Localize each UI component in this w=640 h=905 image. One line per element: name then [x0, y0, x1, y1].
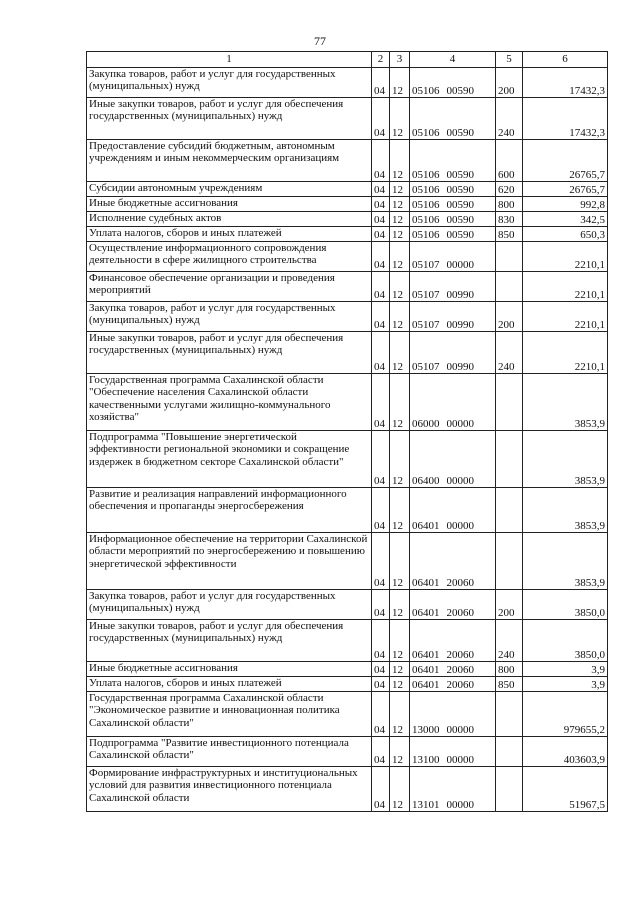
row-amount: 51967,5 [523, 767, 608, 812]
target-code-direction: 00000 [446, 519, 474, 532]
row-section: 04 [372, 533, 390, 590]
table-row [87, 488, 608, 533]
row-name: Подпрограмма "Развитие инвестиционного потенциала Сахалинской области" [87, 737, 372, 767]
header-cell: 1 [87, 52, 372, 68]
table-row [87, 272, 608, 302]
row-expense-type: 240 [496, 620, 523, 662]
row-amount: 2210,1 [523, 272, 608, 302]
target-code-direction: 00000 [446, 417, 474, 430]
row-section: 04 [372, 140, 390, 182]
row-target-code [410, 374, 496, 431]
row-section: 04 [372, 68, 390, 98]
row-subsection: 12 [390, 620, 410, 662]
row-target-code [410, 302, 496, 332]
row-subsection: 12 [390, 374, 410, 431]
target-code-direction: 00000 [446, 753, 474, 766]
row-target-code [410, 620, 496, 662]
row-section: 04 [372, 767, 390, 812]
target-code-program: 05107 [412, 360, 440, 373]
row-subsection: 12 [390, 590, 410, 620]
table-row [87, 140, 608, 182]
row-target-code [410, 197, 496, 212]
row-target-code [410, 98, 496, 140]
row-target-code [410, 227, 496, 242]
row-amount: 979655,2 [523, 692, 608, 737]
row-subsection: 12 [390, 677, 410, 692]
row-target-code [410, 662, 496, 677]
row-section: 04 [372, 242, 390, 272]
target-code-program: 06400 [412, 474, 440, 487]
target-code-program: 06401 [412, 519, 440, 532]
row-expense-type [496, 488, 523, 533]
target-code-program: 05106 [412, 183, 440, 196]
target-code-program: 05106 [412, 126, 440, 139]
row-expense-type: 850 [496, 677, 523, 692]
target-code-direction: 00990 [446, 288, 474, 301]
row-subsection: 12 [390, 662, 410, 677]
target-code-direction: 20060 [446, 606, 474, 619]
target-code-direction: 20060 [446, 678, 474, 691]
row-subsection: 12 [390, 227, 410, 242]
row-expense-type [496, 692, 523, 737]
target-code-direction: 00000 [446, 723, 474, 736]
target-code-program: 05107 [412, 288, 440, 301]
row-section: 04 [372, 272, 390, 302]
row-amount: 650,3 [523, 227, 608, 242]
row-expense-type: 620 [496, 182, 523, 197]
row-subsection: 12 [390, 332, 410, 374]
header-row [87, 52, 608, 68]
table-row [87, 767, 608, 812]
row-target-code [410, 272, 496, 302]
header-cell: 4 [410, 52, 496, 68]
row-target-code [410, 182, 496, 197]
target-code-direction: 00990 [446, 360, 474, 373]
target-code-direction: 00590 [446, 213, 474, 226]
table-row [87, 242, 608, 272]
target-code-direction: 20060 [446, 576, 474, 589]
row-section: 04 [372, 98, 390, 140]
row-amount: 2210,1 [523, 332, 608, 374]
row-name: Развитие и реализация направлений информационного обеспечения и пропаганды энергосбережения [87, 488, 372, 533]
row-subsection: 12 [390, 182, 410, 197]
row-section: 04 [372, 227, 390, 242]
row-name: Иные закупки товаров, работ и услуг для обеспечения государственных (муниципальных) нужд [87, 332, 372, 374]
row-target-code [410, 212, 496, 227]
row-amount: 26765,7 [523, 140, 608, 182]
row-expense-type: 800 [496, 662, 523, 677]
row-target-code [410, 140, 496, 182]
row-amount: 3,9 [523, 662, 608, 677]
row-amount: 3853,9 [523, 431, 608, 488]
row-expense-type: 200 [496, 302, 523, 332]
table-row [87, 302, 608, 332]
table-row [87, 98, 608, 140]
row-target-code [410, 431, 496, 488]
header-cell: 2 [372, 52, 390, 68]
row-amount: 17432,3 [523, 68, 608, 98]
row-section: 04 [372, 677, 390, 692]
target-code-direction: 00590 [446, 84, 474, 97]
row-section: 04 [372, 620, 390, 662]
row-name: Уплата налогов, сборов и иных платежей [87, 677, 372, 692]
row-amount: 3850,0 [523, 620, 608, 662]
target-code-program: 06000 [412, 417, 440, 430]
table-row [87, 197, 608, 212]
table-row [87, 677, 608, 692]
row-section: 04 [372, 662, 390, 677]
target-code-direction: 00590 [446, 198, 474, 211]
target-code-direction: 00590 [446, 168, 474, 181]
table-row [87, 590, 608, 620]
target-code-program: 13000 [412, 723, 440, 736]
row-expense-type [496, 272, 523, 302]
row-section: 04 [372, 182, 390, 197]
row-amount: 2210,1 [523, 242, 608, 272]
target-code-direction: 20060 [446, 663, 474, 676]
row-target-code [410, 677, 496, 692]
table-row [87, 227, 608, 242]
row-section: 04 [372, 488, 390, 533]
row-target-code [410, 692, 496, 737]
table-row [87, 182, 608, 197]
row-subsection: 12 [390, 533, 410, 590]
row-section: 04 [372, 332, 390, 374]
row-expense-type [496, 767, 523, 812]
row-expense-type [496, 431, 523, 488]
target-code-program: 05106 [412, 213, 440, 226]
target-code-program: 13101 [412, 798, 440, 811]
row-subsection: 12 [390, 197, 410, 212]
row-subsection: 12 [390, 767, 410, 812]
table-row [87, 212, 608, 227]
row-expense-type: 200 [496, 68, 523, 98]
row-subsection: 12 [390, 272, 410, 302]
target-code-program: 05107 [412, 318, 440, 331]
row-amount: 3853,9 [523, 488, 608, 533]
table-row [87, 68, 608, 98]
row-amount: 3850,0 [523, 590, 608, 620]
row-subsection: 12 [390, 140, 410, 182]
row-expense-type: 830 [496, 212, 523, 227]
target-code-program: 05107 [412, 258, 440, 271]
row-name: Осуществление информационного сопровождения деятельности в сфере жилищного строительства [87, 242, 372, 272]
row-section: 04 [372, 431, 390, 488]
row-target-code [410, 767, 496, 812]
row-name: Субсидии автономным учреждениям [87, 182, 372, 197]
row-section: 04 [372, 692, 390, 737]
row-target-code [410, 242, 496, 272]
row-expense-type [496, 737, 523, 767]
row-amount: 2210,1 [523, 302, 608, 332]
row-subsection: 12 [390, 431, 410, 488]
row-expense-type: 240 [496, 332, 523, 374]
row-expense-type [496, 242, 523, 272]
row-name: Предоставление субсидий бюджетным, автономным учреждениям и иным некоммерческим организациям [87, 140, 372, 182]
target-code-direction: 00590 [446, 228, 474, 241]
target-code-direction: 00000 [446, 258, 474, 271]
target-code-program: 06401 [412, 648, 440, 661]
row-section: 04 [372, 302, 390, 332]
row-expense-type [496, 533, 523, 590]
row-expense-type: 240 [496, 98, 523, 140]
target-code-program: 13100 [412, 753, 440, 766]
table-body [87, 68, 608, 812]
row-name: Закупка товаров, работ и услуг для государственных (муниципальных) нужд [87, 590, 372, 620]
target-code-program: 05106 [412, 84, 440, 97]
row-target-code [410, 737, 496, 767]
target-code-program: 05106 [412, 168, 440, 181]
row-name: Иные закупки товаров, работ и услуг для обеспечения государственных (муниципальных) нужд [87, 98, 372, 140]
target-code-program: 06401 [412, 606, 440, 619]
row-amount: 403603,9 [523, 737, 608, 767]
row-subsection: 12 [390, 212, 410, 227]
table-row [87, 332, 608, 374]
target-code-direction: 00000 [446, 474, 474, 487]
target-code-program: 06401 [412, 576, 440, 589]
row-name: Подпрограмма "Повышение энергетической эффективности региональной экономики и сокращение издержек в бюджетном секторе Сахалинской области" [87, 431, 372, 488]
row-name: Уплата налогов, сборов и иных платежей [87, 227, 372, 242]
row-amount: 3,9 [523, 677, 608, 692]
row-name: Государственная программа Сахалинской области "Экономическое развитие и инновационная политика Сахалинской области" [87, 692, 372, 737]
target-code-program: 05106 [412, 228, 440, 241]
row-expense-type: 850 [496, 227, 523, 242]
row-subsection: 12 [390, 737, 410, 767]
row-name: Исполнение судебных актов [87, 212, 372, 227]
row-subsection: 12 [390, 242, 410, 272]
header-cell: 5 [496, 52, 523, 68]
row-target-code [410, 488, 496, 533]
target-code-direction: 20060 [446, 648, 474, 661]
row-section: 04 [372, 212, 390, 227]
row-expense-type: 800 [496, 197, 523, 212]
table-row [87, 692, 608, 737]
row-section: 04 [372, 737, 390, 767]
target-code-direction: 00000 [446, 798, 474, 811]
row-subsection: 12 [390, 488, 410, 533]
row-target-code [410, 590, 496, 620]
budget-table [86, 51, 608, 812]
table-row [87, 431, 608, 488]
row-name: Информационное обеспечение на территории Сахалинской области мероприятий по энергосбережению и повышению энергетической эффективности [87, 533, 372, 590]
row-name: Финансовое обеспечение организации и проведения мероприятий [87, 272, 372, 302]
row-amount: 26765,7 [523, 182, 608, 197]
row-name: Иные закупки товаров, работ и услуг для обеспечения государственных (муниципальных) нужд [87, 620, 372, 662]
row-target-code [410, 533, 496, 590]
row-expense-type [496, 374, 523, 431]
row-section: 04 [372, 197, 390, 212]
page-number: 77 [314, 34, 326, 48]
row-target-code [410, 68, 496, 98]
row-amount: 992,8 [523, 197, 608, 212]
target-code-direction: 00590 [446, 183, 474, 196]
row-name: Формирование инфраструктурных и институциональных условий для развития инвестиционного потенциала Сахалинской области [87, 767, 372, 812]
table-row [87, 533, 608, 590]
target-code-program: 05106 [412, 198, 440, 211]
row-amount: 17432,3 [523, 98, 608, 140]
row-amount: 3853,9 [523, 533, 608, 590]
row-subsection: 12 [390, 692, 410, 737]
target-code-direction: 00990 [446, 318, 474, 331]
row-subsection: 12 [390, 68, 410, 98]
row-section: 04 [372, 590, 390, 620]
row-name: Государственная программа Сахалинской области "Обеспечение населения Сахалинской области качественными услугами жилищно-коммунального хозяйства" [87, 374, 372, 431]
target-code-direction: 00590 [446, 126, 474, 139]
row-expense-type: 600 [496, 140, 523, 182]
header-cell: 3 [390, 52, 410, 68]
row-name: Закупка товаров, работ и услуг для государственных (муниципальных) нужд [87, 68, 372, 98]
target-code-program: 06401 [412, 678, 440, 691]
row-subsection: 12 [390, 302, 410, 332]
target-code-program: 06401 [412, 663, 440, 676]
row-expense-type: 200 [496, 590, 523, 620]
row-name: Закупка товаров, работ и услуг для государственных (муниципальных) нужд [87, 302, 372, 332]
table-row [87, 374, 608, 431]
row-name: Иные бюджетные ассигнования [87, 662, 372, 677]
row-target-code [410, 332, 496, 374]
row-name: Иные бюджетные ассигнования [87, 197, 372, 212]
row-subsection: 12 [390, 98, 410, 140]
row-section: 04 [372, 374, 390, 431]
table-row [87, 620, 608, 662]
row-amount: 3853,9 [523, 374, 608, 431]
header-cell: 6 [523, 52, 608, 68]
table-row [87, 662, 608, 677]
table-row [87, 737, 608, 767]
row-amount: 342,5 [523, 212, 608, 227]
